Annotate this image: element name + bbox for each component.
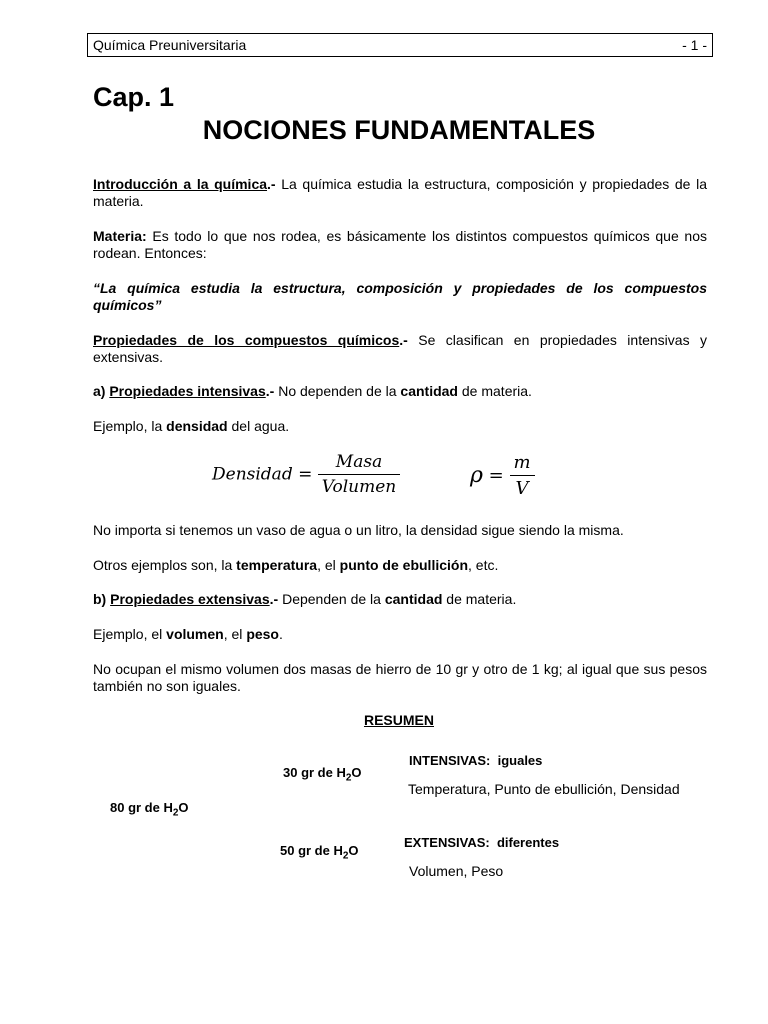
page-header [87, 33, 713, 57]
chapter-label: Cap. 1 [93, 82, 175, 112]
mass-50-pre: 50 gr de H [280, 843, 343, 858]
otros-bold-1: temperatura [236, 557, 318, 573]
extensivas-text-1: Dependen de la [278, 591, 385, 607]
intensivas-bold: cantidad [400, 383, 458, 399]
ejemplo1-text-1: Ejemplo, la [93, 418, 167, 434]
header-title: Química Preuniversitaria [93, 37, 247, 53]
mass-50 [280, 843, 359, 862]
ejemplo2-paragraph [93, 626, 707, 643]
props-paragraph [93, 332, 707, 366]
quote-paragraph: “La química estudia la estructura, composición y propiedades de los compuestos químicos” [93, 280, 707, 313]
resumen-title [0, 712, 768, 728]
mass-30 [283, 765, 362, 784]
mass-80-pre: 80 gr de H [110, 800, 173, 815]
ejemplo2-bold-2: peso [246, 626, 279, 642]
ejemplo1-bold: densidad [166, 418, 228, 434]
ejemplo1-text-2: del agua. [227, 418, 290, 434]
materia-label: Materia: [93, 228, 147, 244]
intro-text: La química estudia la estructura, composición y propiedades de la materia. [93, 176, 707, 209]
otros-paragraph [93, 557, 707, 574]
formula1-eq: = [298, 464, 313, 485]
no-ocupan-paragraph: No ocupan el mismo volumen dos masas de hierro de 10 gr y otro de 1 kg; al igual que sus pesos también no son iguales. [93, 661, 707, 694]
ejemplo2-text-3: . [279, 626, 283, 642]
otros-text-1: Otros ejemplos son, la [93, 557, 237, 573]
formula1-fraction [318, 452, 400, 497]
intensivas-paragraph [93, 383, 707, 400]
extensivas-text-2: de materia. [442, 591, 517, 607]
mass-50-post: O [348, 843, 359, 858]
formula2-eq: = [488, 465, 504, 486]
density-formula [212, 452, 400, 497]
intro-sep: .- [267, 176, 276, 192]
formula1-den: Volumen [321, 477, 397, 497]
formula2-lhs: ρ [470, 463, 483, 488]
intensivas-label: Propiedades intensivas [109, 383, 266, 399]
page-title: NOCIONES FUNDAMENTALES [202, 115, 596, 145]
props-text: Se clasifican en propiedades intensivas y extensivas. [93, 332, 707, 365]
formula1-num: Masa [318, 452, 400, 475]
extensivas-heading: EXTENSIVAS: diferentes [404, 835, 560, 850]
page-number: - 1 - [682, 37, 707, 53]
otros-bold-2: punto de ebullición [339, 557, 468, 573]
mass-80 [110, 800, 189, 819]
extensivas-paragraph [93, 591, 707, 608]
ejemplo2-text-2: , el [223, 626, 247, 642]
intro-label: Introducción a la química [93, 176, 268, 192]
extensivas-bold: cantidad [384, 591, 443, 607]
formula2-num: m [510, 452, 535, 476]
mass-30-post: O [351, 765, 362, 780]
extensivas-prefix: b) [93, 591, 111, 607]
extensivas-label: Propiedades extensivas [110, 591, 270, 607]
mass-80-sub: 2 [172, 807, 179, 819]
no-importa-paragraph: No importa si tenemos un vaso de agua o un litro, la densidad sigue siendo la misma. [93, 522, 624, 538]
intensivas-text-1: No dependen de la [274, 383, 401, 399]
intensivas-heading: INTENSIVAS: iguales [409, 753, 543, 768]
formula2-fraction [510, 452, 535, 499]
props-sep: .- [399, 332, 408, 348]
rho-formula [470, 452, 535, 499]
formula2-den: V [515, 478, 529, 499]
intensivas-prefix: a) [93, 383, 110, 399]
props-label: Propiedades de los compuestos químicos [93, 332, 400, 348]
extensivas-list: Volumen, Peso [409, 863, 504, 879]
mass-80-post: O [178, 800, 189, 815]
otros-text-3: , etc. [468, 557, 499, 573]
intensivas-sep: .- [265, 383, 275, 399]
formula1-lhs: Densidad [212, 464, 293, 485]
materia-text: Es todo lo que nos rodea, es básicamente los distintos compuestos químicos que nos rodean. Entonces: [93, 228, 707, 261]
intro-paragraph [93, 176, 707, 210]
intensivas-text-2: de materia. [458, 383, 532, 399]
mass-30-pre: 30 gr de H [283, 765, 346, 780]
otros-text-2: , el [317, 557, 340, 573]
extensivas-sep: .- [269, 591, 279, 607]
materia-paragraph [93, 228, 707, 262]
ejemplo2-bold-1: volumen [166, 626, 224, 642]
mass-30-sub: 2 [345, 772, 352, 784]
intensivas-list: Temperatura, Punto de ebullición, Densidad [408, 781, 680, 797]
resumen-title-text: RESUMEN [363, 712, 434, 728]
mass-50-sub: 2 [342, 850, 349, 862]
ejemplo1-paragraph [93, 418, 707, 435]
ejemplo2-text-1: Ejemplo, el [93, 626, 167, 642]
